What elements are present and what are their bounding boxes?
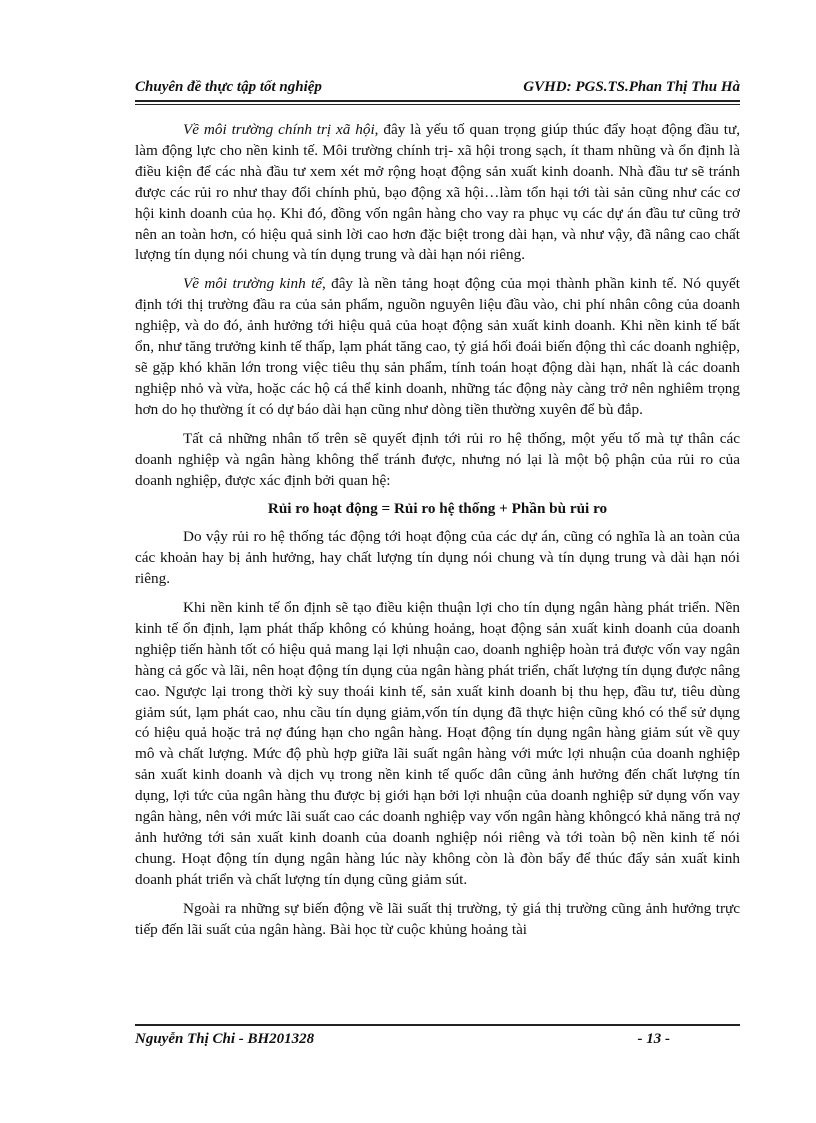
- paragraph-lead: Về môi trường kinh tế: [183, 275, 322, 293]
- header-rule: [135, 100, 740, 102]
- paragraph-systematic-risk: Tất cả những nhân tố trên sẽ quyết định tới rủi ro hệ thống, một yếu tố mà tự thân các doanh nghiệp và ngân hàng không thể tránh được, nhưng nó lại là một bộ phận của rủi ro của doanh nghiệp, được xác định bởi quan hệ:: [135, 429, 740, 489]
- page-body: [135, 120, 740, 1015]
- paragraph-conclusion: Do vậy rủi ro hệ thống tác động tới hoạt động của các dự án, cũng có nghĩa là an toàn của các khoản hay bị ảnh hưởng, hay chất lượng tín dụng nói chung và tín dụng trung và dài hạn nói riêng.: [135, 528, 740, 588]
- paragraph-interest-rates: Ngoài ra những sự biến động về lãi suất thị trường, tỷ giá thị trường cũng ảnh hưởng trực tiếp đến lãi suất của ngân hàng. Bài học từ cuộc khủng hoảng tài: [135, 899, 740, 938]
- paragraph-text: , đây là yếu tố quan trọng giúp thúc đẩy hoạt động đầu tư, làm động lực cho nền kinh tế. Môi trường chính trị- xã hội trong sạch, ít tham nhũng và ổn định là điều kiện để các nhà đầu tư xem xét mở rộng hoạt động sản xuất kinh doanh. Nhà đầu tư sẽ tránh được các rủi ro như thay đổi chính phủ, bạo động xã hội…làm tổn hại tới tài sản cũng như các cơ hội kinh doanh của họ. Khi đó, đồng vốn ngân hàng cho vay ra phục vụ các dự án đầu tư cũng trở nên an toàn hơn, có hiệu quả sinh lời cao hơn đặc biệt trong dài hạn, và như vậy, đã nâng cao chất lượng tín dụng nói chung và tín dụng trung và dài hạn nói riêng.: [135, 121, 740, 264]
- page-header: [135, 74, 740, 100]
- paragraph-political-environment: [135, 120, 740, 266]
- paragraph-economic-environment: [135, 274, 740, 420]
- header-supervisor: GVHD: PGS.TS.Phan Thị Thu Hà: [523, 79, 740, 95]
- footer-rule: [135, 1024, 740, 1026]
- paragraph-stable-economy: Khi nền kinh tế ổn định sẽ tạo điều kiện thuận lợi cho tín dụng ngân hàng phát triển. Nền kinh tế ổn định, lạm phát thấp không có khủng hoảng, hoạt động sản xuất kinh doanh của doanh nghiệp tiến hành tốt có hiệu quả mang lại lợi nhuận cao, doanh nghiệp hoàn trả được vốn vay ngân hàng cả gốc và lãi, nên hoạt động tín dụng của ngân hàng phát triển, chất lượng tín dụng được nâng cao. Ngược lại trong thời kỳ suy thoái kinh tế, sản xuất kinh doanh bị thu hẹp, đầu tư, tiêu dùng giảm sút, lạm phát cao, nhu cầu tín dụng giảm,vốn tín dụng đã thực hiện cũng khó có thể sử dụng có hiệu quả hoặc trả nợ đúng hạn cho ngân hàng. Hoạt động tín dụng ngân hàng giảm sút về quy mô và chất lượng. Mức độ phù hợp giữa lãi suất ngân hàng với mức lợi nhuận của doanh nghiệp sản xuất kinh doanh và dịch vụ trong nền kinh tế quốc dân cũng ảnh hưởng đến chất lượng tín dụng, lợi tức của ngân hàng thu được bị giới hạn bởi lợi nhuận của doanh nghiệp sử dụng vốn vay ngân hàng, nên với mức lãi suất cao các doanh nghiệp vay vốn ngân hàng khôngcó khả năng trả nợ ảnh hưởng tới sản xuất kinh doanh của doanh nghiệp nói riêng và tới toàn bộ nền kinh tế nói chung. Hoạt động tín dụng ngân hàng lúc này không còn là đòn bẩy để thúc đẩy sản xuất kinh doanh phát triển và chất lượng tín dụng cũng giảm sút.: [135, 599, 740, 888]
- page-footer: [135, 1027, 740, 1051]
- page-number: - 13 -: [637, 1031, 670, 1047]
- footer-author: Nguyễn Thị Chi - BH201328: [135, 1031, 315, 1047]
- paragraph-text: , đây là nền tảng hoạt động của mọi thành phần kinh tế. Nó quyết định tới thị trường đầu ra của sản phẩm, nguồn nguyên liệu đầu vào, chi phí nhân công của doanh nghiệp, và do đó, ảnh hưởng tới hiệu quả của hoạt động sản xuất kinh doanh. Khi nền kinh tế bất ổn, như tăng trưởng kinh tế thấp, lạm phát tăng cao, tỷ giá hối đoái biến động thì các doanh nghiệp, sẽ gặp khó khăn lớn trong việc tiêu thụ sản phẩm, tính toán hoạt động dài hạn, nhất là các doanh nghiệp nhỏ và vừa, hoặc các hộ cá thể kinh doanh, những tác động này càng trở nên nghiêm trọng hơn do họ thường ít có dự báo dài hạn cũng như dòng tiền thường xuyên để bù đắp.: [135, 275, 740, 418]
- risk-formula: Rủi ro hoạt động = Rủi ro hệ thống + Phần bù rủi ro: [267, 500, 608, 518]
- header-rule-thin: [135, 104, 740, 105]
- header-title: Chuyên đề thực tập tốt nghiệp: [135, 79, 322, 95]
- paragraph-lead: Về môi trường chính trị xã hội: [183, 121, 375, 138]
